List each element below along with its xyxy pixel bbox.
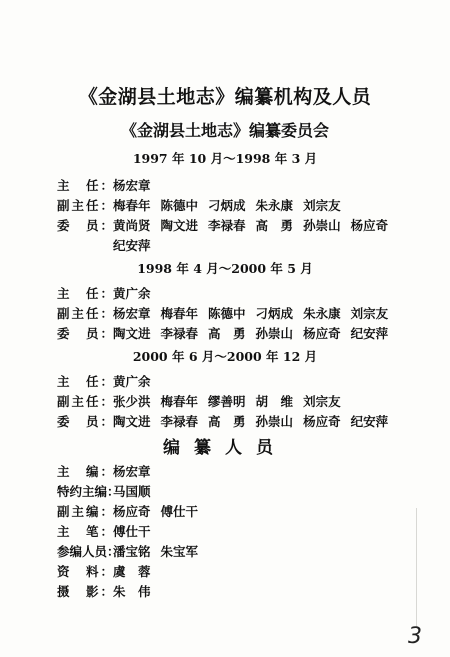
committee-row	[57, 216, 398, 234]
committee-row	[113, 236, 161, 254]
person-name: 高 勇	[208, 326, 246, 341]
person-name: 胡 维	[255, 394, 294, 409]
person-name: 虞 蓉	[113, 564, 151, 579]
staff-row	[57, 522, 161, 540]
person-name: 潘宝铭	[113, 544, 151, 559]
person-name: 梅春年	[113, 198, 151, 213]
person-name: 马国顺	[113, 484, 151, 499]
person-name: 李禄春	[208, 218, 246, 233]
role-label: 副主编：	[57, 504, 113, 519]
committee-row	[57, 196, 351, 214]
staff-row	[57, 462, 161, 480]
person-name: 杨宏章	[113, 464, 151, 479]
person-name: 朱 伟	[113, 584, 151, 599]
committee-row	[57, 392, 351, 410]
person-name: 朱宝军	[160, 544, 199, 559]
committee-row	[57, 284, 161, 302]
person-name: 杨宏章	[113, 178, 151, 193]
person-name: 黄广余	[113, 286, 151, 301]
person-name: 张少洪	[113, 394, 151, 409]
staff-row	[57, 542, 208, 560]
person-name: 孙崇山	[303, 218, 341, 233]
person-name: 杨应奇	[113, 504, 151, 519]
person-name: 李禄春	[160, 326, 199, 341]
committee-row	[57, 372, 161, 390]
period-heading: 2000 年 6 月～2000 年 12 月	[132, 349, 318, 364]
person-name: 陶文进	[113, 414, 151, 429]
person-name: 孙崇山	[255, 414, 294, 429]
person-name: 陶文进	[113, 326, 151, 341]
staff-row	[57, 482, 161, 500]
person-name: 纪安萍	[350, 414, 389, 429]
role-label: 主 任：	[57, 286, 113, 301]
role-label: 副主任：	[57, 198, 113, 213]
person-name: 陶文进	[160, 218, 199, 233]
staff-section-title: 编纂人员	[163, 438, 287, 458]
person-name: 刘宗友	[303, 394, 341, 409]
person-name: 刘宗友	[303, 198, 341, 213]
role-label: 主 编：	[57, 464, 113, 479]
role-label: 主 任：	[57, 374, 113, 389]
staff-row	[57, 582, 161, 600]
role-label: 特约主编：	[57, 484, 120, 499]
person-name: 陈德中	[208, 306, 246, 321]
role-label: 主 任：	[57, 178, 113, 193]
committee-row	[57, 324, 398, 342]
role-label: 主 笔：	[57, 524, 113, 539]
person-name: 纪安萍	[350, 326, 389, 341]
role-label: 资 料：	[57, 564, 113, 579]
role-label: 委 员：	[57, 414, 113, 429]
committee-title: 《金湖县土地志》编纂委员会	[120, 121, 329, 140]
role-label: 委 员：	[57, 326, 113, 341]
staff-row	[57, 562, 161, 580]
person-name: 杨应奇	[303, 326, 341, 341]
role-label: 副主任：	[57, 394, 113, 409]
person-name: 刁炳成	[255, 306, 294, 321]
period-heading: 1998 年 4 月～2000 年 5 月	[137, 261, 313, 276]
person-name: 黄广余	[113, 374, 151, 389]
committee-row	[57, 176, 161, 194]
person-name: 陈德中	[160, 198, 199, 213]
person-name: 纪安萍	[113, 238, 151, 253]
role-label: 委 员：	[57, 218, 113, 233]
person-name: 傅仕干	[113, 524, 151, 539]
person-name: 缪善明	[208, 394, 246, 409]
person-name: 朱永康	[255, 198, 294, 213]
person-name: 梅春年	[160, 394, 199, 409]
person-name: 高 勇	[255, 218, 294, 233]
committee-row	[57, 412, 398, 430]
scan-edge-line	[416, 508, 417, 628]
role-label: 副主任：	[57, 306, 113, 321]
person-name: 黄尚贤	[113, 218, 151, 233]
person-name: 高 勇	[208, 414, 246, 429]
person-name: 梅春年	[160, 306, 199, 321]
person-name: 朱永康	[303, 306, 341, 321]
role-label: 摄 影：	[57, 584, 113, 599]
person-name: 刘宗友	[350, 306, 389, 321]
document-title: 《金湖县土地志》编纂机构及人员	[78, 86, 372, 108]
period-heading: 1997 年 10 月～1998 年 3 月	[132, 151, 318, 166]
person-name: 刁炳成	[208, 198, 246, 213]
person-name: 李禄春	[160, 414, 199, 429]
person-name: 杨应奇	[303, 414, 341, 429]
role-label: 参编人员：	[57, 544, 120, 559]
person-name: 傅仕干	[160, 504, 199, 519]
committee-row	[57, 304, 398, 322]
person-name: 孙崇山	[255, 326, 294, 341]
staff-row	[57, 502, 208, 520]
handwritten-page-number: 3	[408, 624, 422, 649]
person-name: 杨宏章	[113, 306, 151, 321]
person-name: 杨应奇	[350, 218, 389, 233]
